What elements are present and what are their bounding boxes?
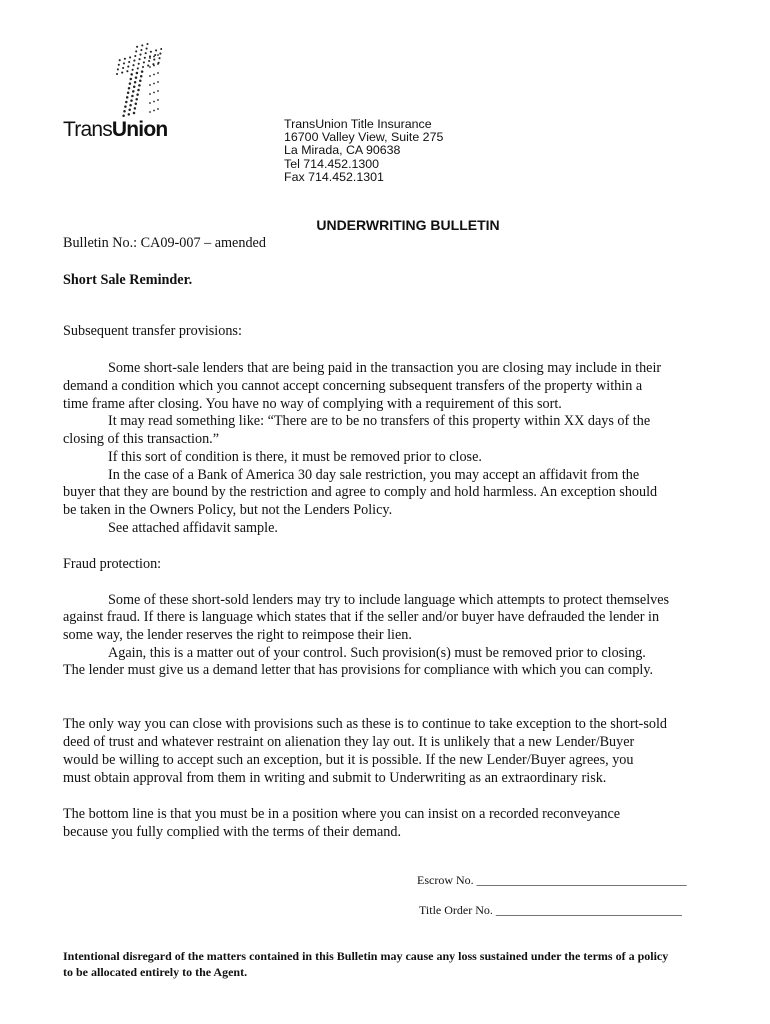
paragraph-line: In the case of a Bank of America 30 day sale restriction, you may accept an affidavit from the: [108, 467, 640, 483]
transunion-logo-mark-icon: [100, 42, 162, 124]
paragraph-line: must obtain approval from them in writing and submit to Underwriting as an extraordinary risk.: [63, 770, 607, 786]
paragraph-line: would be willing to accept such an exception, but it is possible. If the new Lender/Buyer agrees, you: [63, 752, 634, 768]
page-title: UNDERWRITING BULLETIN: [316, 217, 500, 233]
address-phone: Tel 714.452.1300: [284, 156, 380, 171]
paragraph-line: deed of trust and whatever restraint on alienation they lay out. It is unlikely that a new Lender/Buyer: [63, 734, 635, 750]
paragraph-line: Some of these short-sold lenders may try to include language which attempts to protect themselves: [108, 592, 670, 608]
footer-disclaimer: [63, 948, 668, 980]
section-title-subsequent-transfer: Subsequent transfer provisions:: [63, 323, 242, 339]
paragraph-line: time frame after closing. You have no way of complying with a requirement of this sort.: [63, 396, 562, 412]
paragraph-line: against fraud. If there is language which states that if the seller and/or buyer have defrauded the lender in: [63, 609, 660, 625]
bulletin-number: Bulletin No.: CA09-007 – amended: [63, 235, 266, 251]
escrow-number-field[interactable]: Escrow No. ___________________________________: [417, 873, 687, 887]
paragraph-line: The bottom line is that you must be in a position where you can insist on a recorded reconveyance: [63, 806, 621, 822]
paragraph-line: The only way you can close with provisions such as these is to continue to take exception to the short-sold: [63, 716, 668, 732]
footer-line: to be allocated entirely to the Agent.: [63, 965, 248, 979]
logo-wordmark: TransUnion: [63, 118, 168, 141]
section-title-fraud-protection: Fraud protection:: [63, 556, 162, 572]
title-order-number-field[interactable]: Title Order No. _______________________________: [419, 903, 682, 917]
address-street: 16700 Valley View, Suite 275: [284, 130, 444, 145]
paragraph-line: some way, the lender reserves the right to reimpose their lien.: [63, 627, 412, 643]
address-fax: Fax 714.452.1301: [284, 169, 384, 184]
paragraph-line: be taken in the Owners Policy, but not the Lenders Policy.: [63, 502, 393, 518]
paragraph-line: buyer that they are bound by the restriction and agree to comply and hold harmless. An exception should: [63, 484, 658, 500]
paragraph-line: because you fully complied with the terms of their demand.: [63, 824, 402, 840]
company-address: [284, 118, 443, 184]
paragraph-line: Again, this is a matter out of your control. Such provision(s) must be removed prior to closing.: [108, 645, 646, 661]
paragraph-line: closing of this transaction.”: [63, 431, 220, 447]
paragraph-line: It may read something like: “There are to be no transfers of this property within XX days of the: [108, 413, 651, 429]
paragraph-line: If this sort of condition is there, it must be removed prior to close.: [108, 449, 482, 465]
bulletin-subject: Short Sale Reminder.: [63, 272, 193, 288]
address-city: La Mirada, CA 90638: [284, 143, 401, 158]
paragraph-line: The lender must give us a demand letter that has provisions for compliance with which you can comply.: [63, 662, 654, 678]
paragraph-line: See attached affidavit sample.: [108, 520, 278, 536]
paragraph-line: demand a condition which you cannot accept concerning subsequent transfers of the property within a: [63, 378, 643, 394]
footer-line: Intentional disregard of the matters contained in this Bulletin may cause any loss sustained under the terms of a policy: [63, 949, 669, 963]
paragraph-line: Some short-sale lenders that are being paid in the transaction you are closing may include in their: [108, 360, 662, 376]
address-company: TransUnion Title Insurance: [284, 117, 432, 131]
